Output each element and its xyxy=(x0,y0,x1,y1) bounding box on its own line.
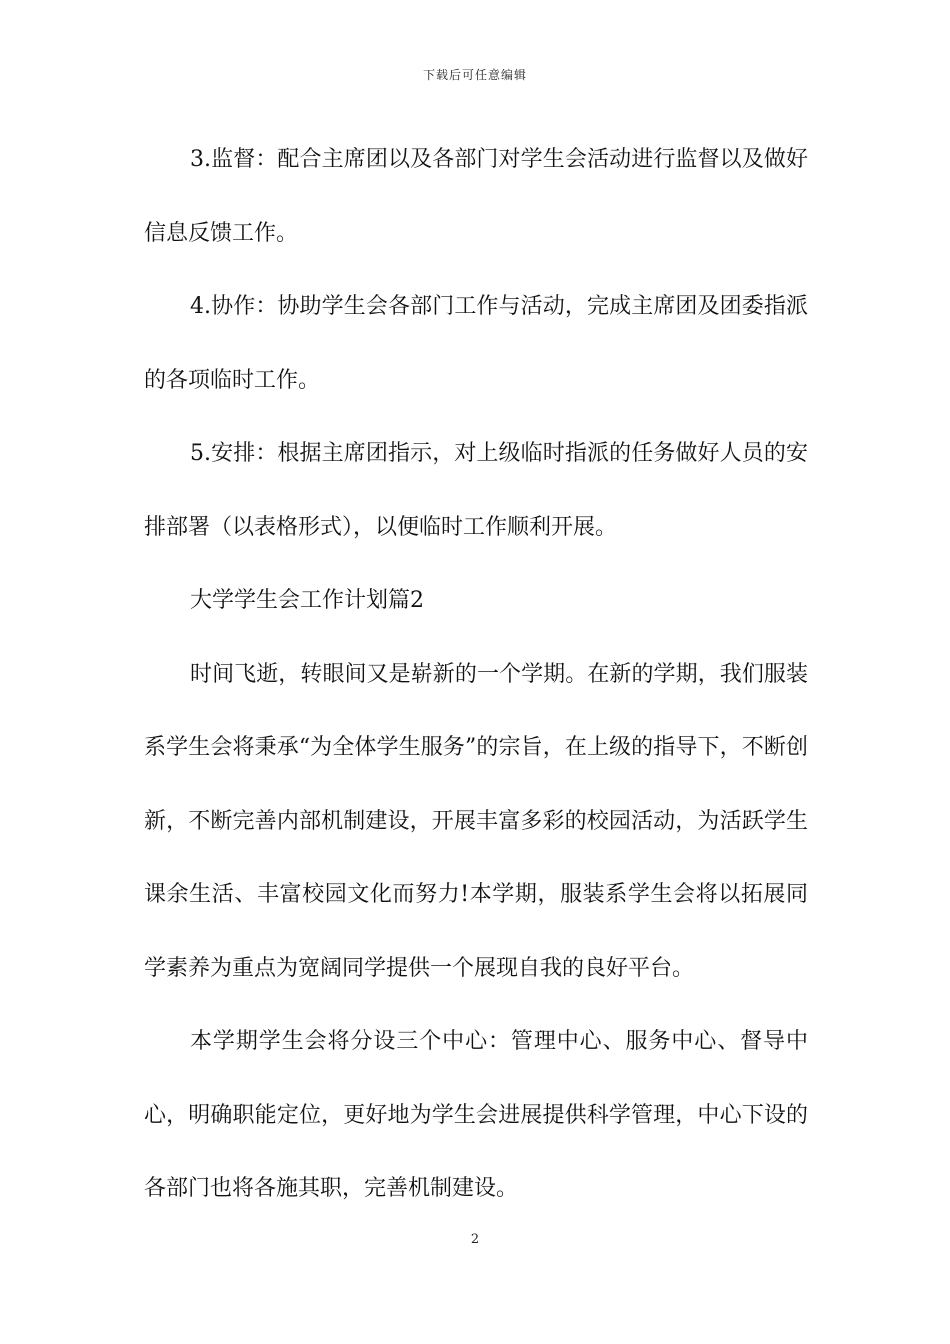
page-number: 2 xyxy=(470,1232,480,1247)
paragraph-supervision: 3.监督：配合主席团以及各部门对学生会活动进行监督以及做好信息反馈工作。 xyxy=(144,147,808,246)
section-heading: 大学学生会工作计划篇2 xyxy=(190,588,424,613)
paragraph-cooperation: 4.协作：协助学生会各部门工作与活动，完成主席团及团委指派的各项临时工作。 xyxy=(144,294,808,393)
paragraph-centers: 本学期学生会将分设三个中心：管理中心、服务中心、督导中心，明确职能定位，更好地为学生会进展提供科学管理，中心下设的各部门也将各施其职，完善机制建设。 xyxy=(144,1029,808,1201)
header-note: 下载后可任意编辑 xyxy=(422,68,527,82)
paragraph-arrangement: 5.安排：根据主席团指示，对上级临时指派的任务做好人员的安排部署（以表格形式），以便临时工作顺利开展。 xyxy=(144,441,808,540)
paragraph-intro: 时间飞逝，转眼间又是崭新的一个学期。在新的学期，我们服装系学生会将秉承“为全体学生服务”的宗旨，在上级的指导下，不断创新，不断完善内部机制建设，开展丰富多彩的校园活动，为活跃学生课余生活、丰富校园文化而努力!本学期，服装系学生会将以拓展同学素养为重点为宽阔同学提供一个展现自我的良好平台。 xyxy=(144,661,808,981)
document-body xyxy=(144,123,808,1226)
